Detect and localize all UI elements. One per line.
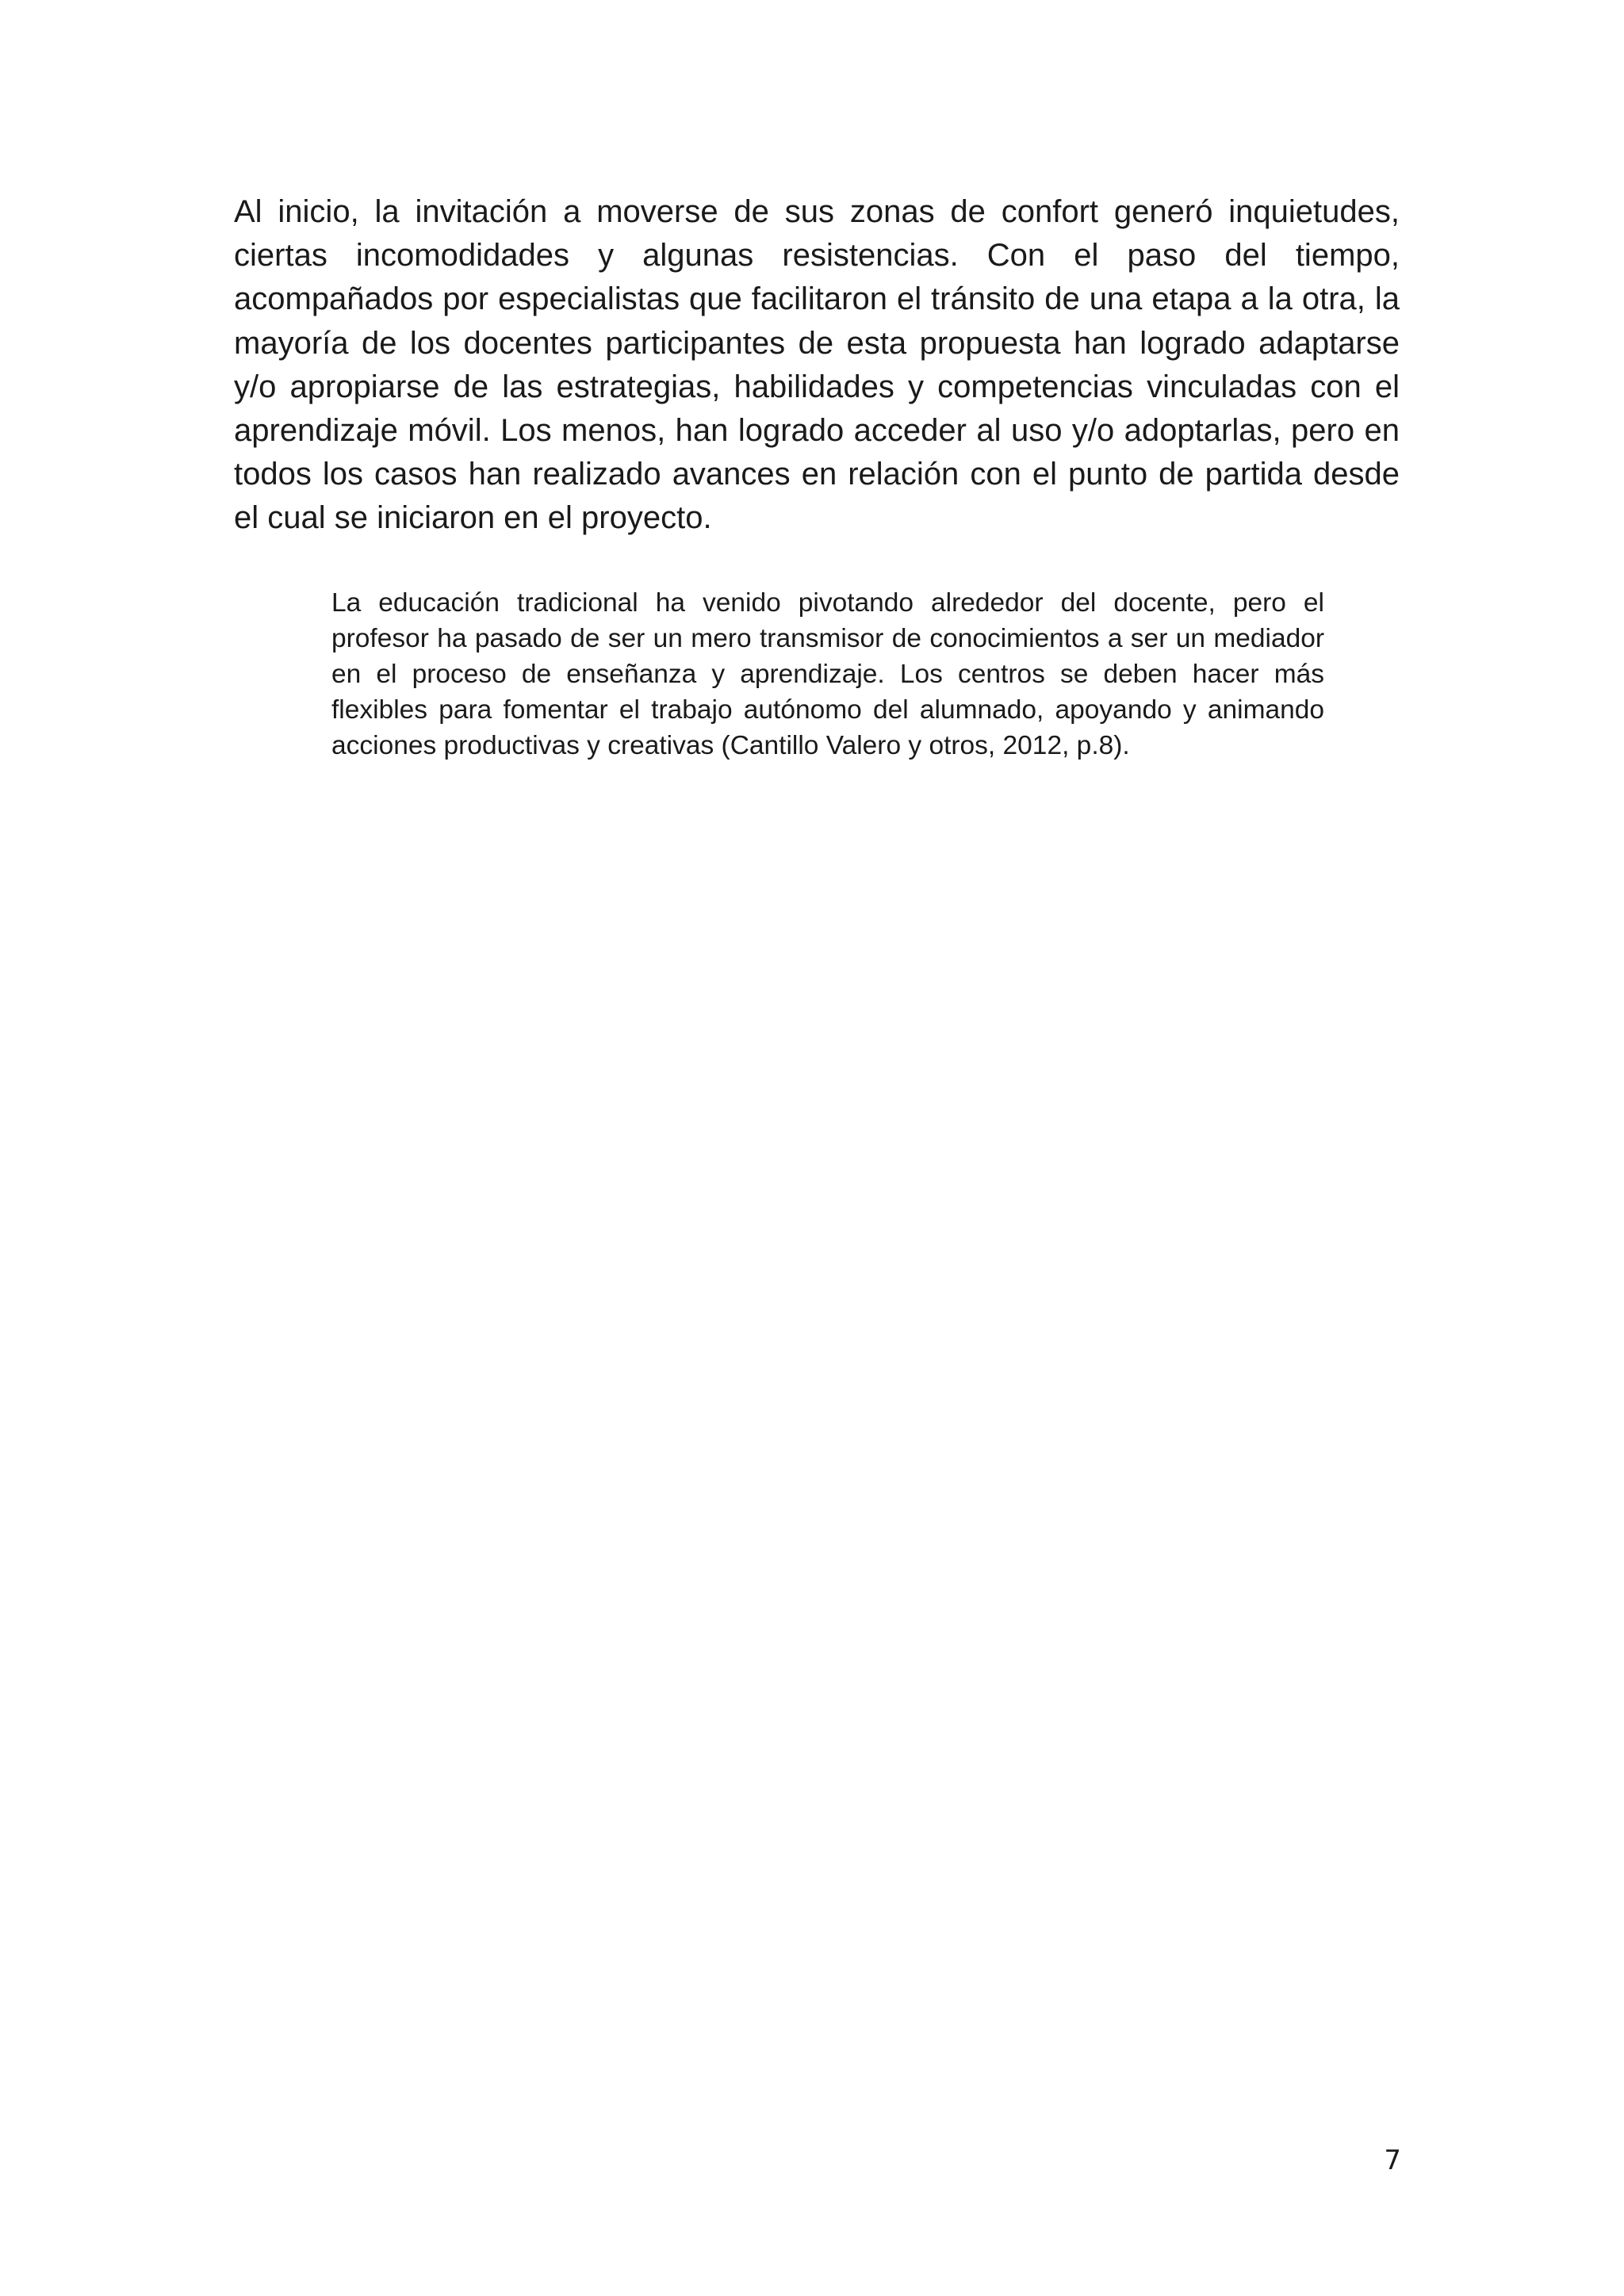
block-quote: La educación tradicional ha venido pivotando alrededor del docente, pero el profesor ha pasado de ser un mero transmisor de conocimientos a ser un mediador en el proceso de enseñanza y aprendizaje. Los centros se deben hacer más flexibles para fomentar el trabajo autónomo del alumnado, apoyando y animando acciones productivas y creativas (Cantillo Valero y otros, 2012, p.8). [331, 588, 1324, 760]
body-paragraph: Al inicio, la invitación a moverse de sus zonas de confort generó inquietudes, ciertas incomodidades y algunas resistencias. Con el paso del tiempo, acompañados por especialistas que facilitaron el tránsito de una etapa a la otra, la mayoría de los docentes participantes de esta propuesta han logrado adaptarse y/o apropiarse de las estrategias, habilidades y competencias vinculadas con el aprendizaje móvil. Los menos, han logrado acceder al uso y/o adoptarlas, pero en todos los casos han realizado avances en relación con el punto de partida desde el cual se iniciaron en el proyecto. [234, 194, 1400, 536]
page-number: 7 [1384, 2145, 1401, 2176]
